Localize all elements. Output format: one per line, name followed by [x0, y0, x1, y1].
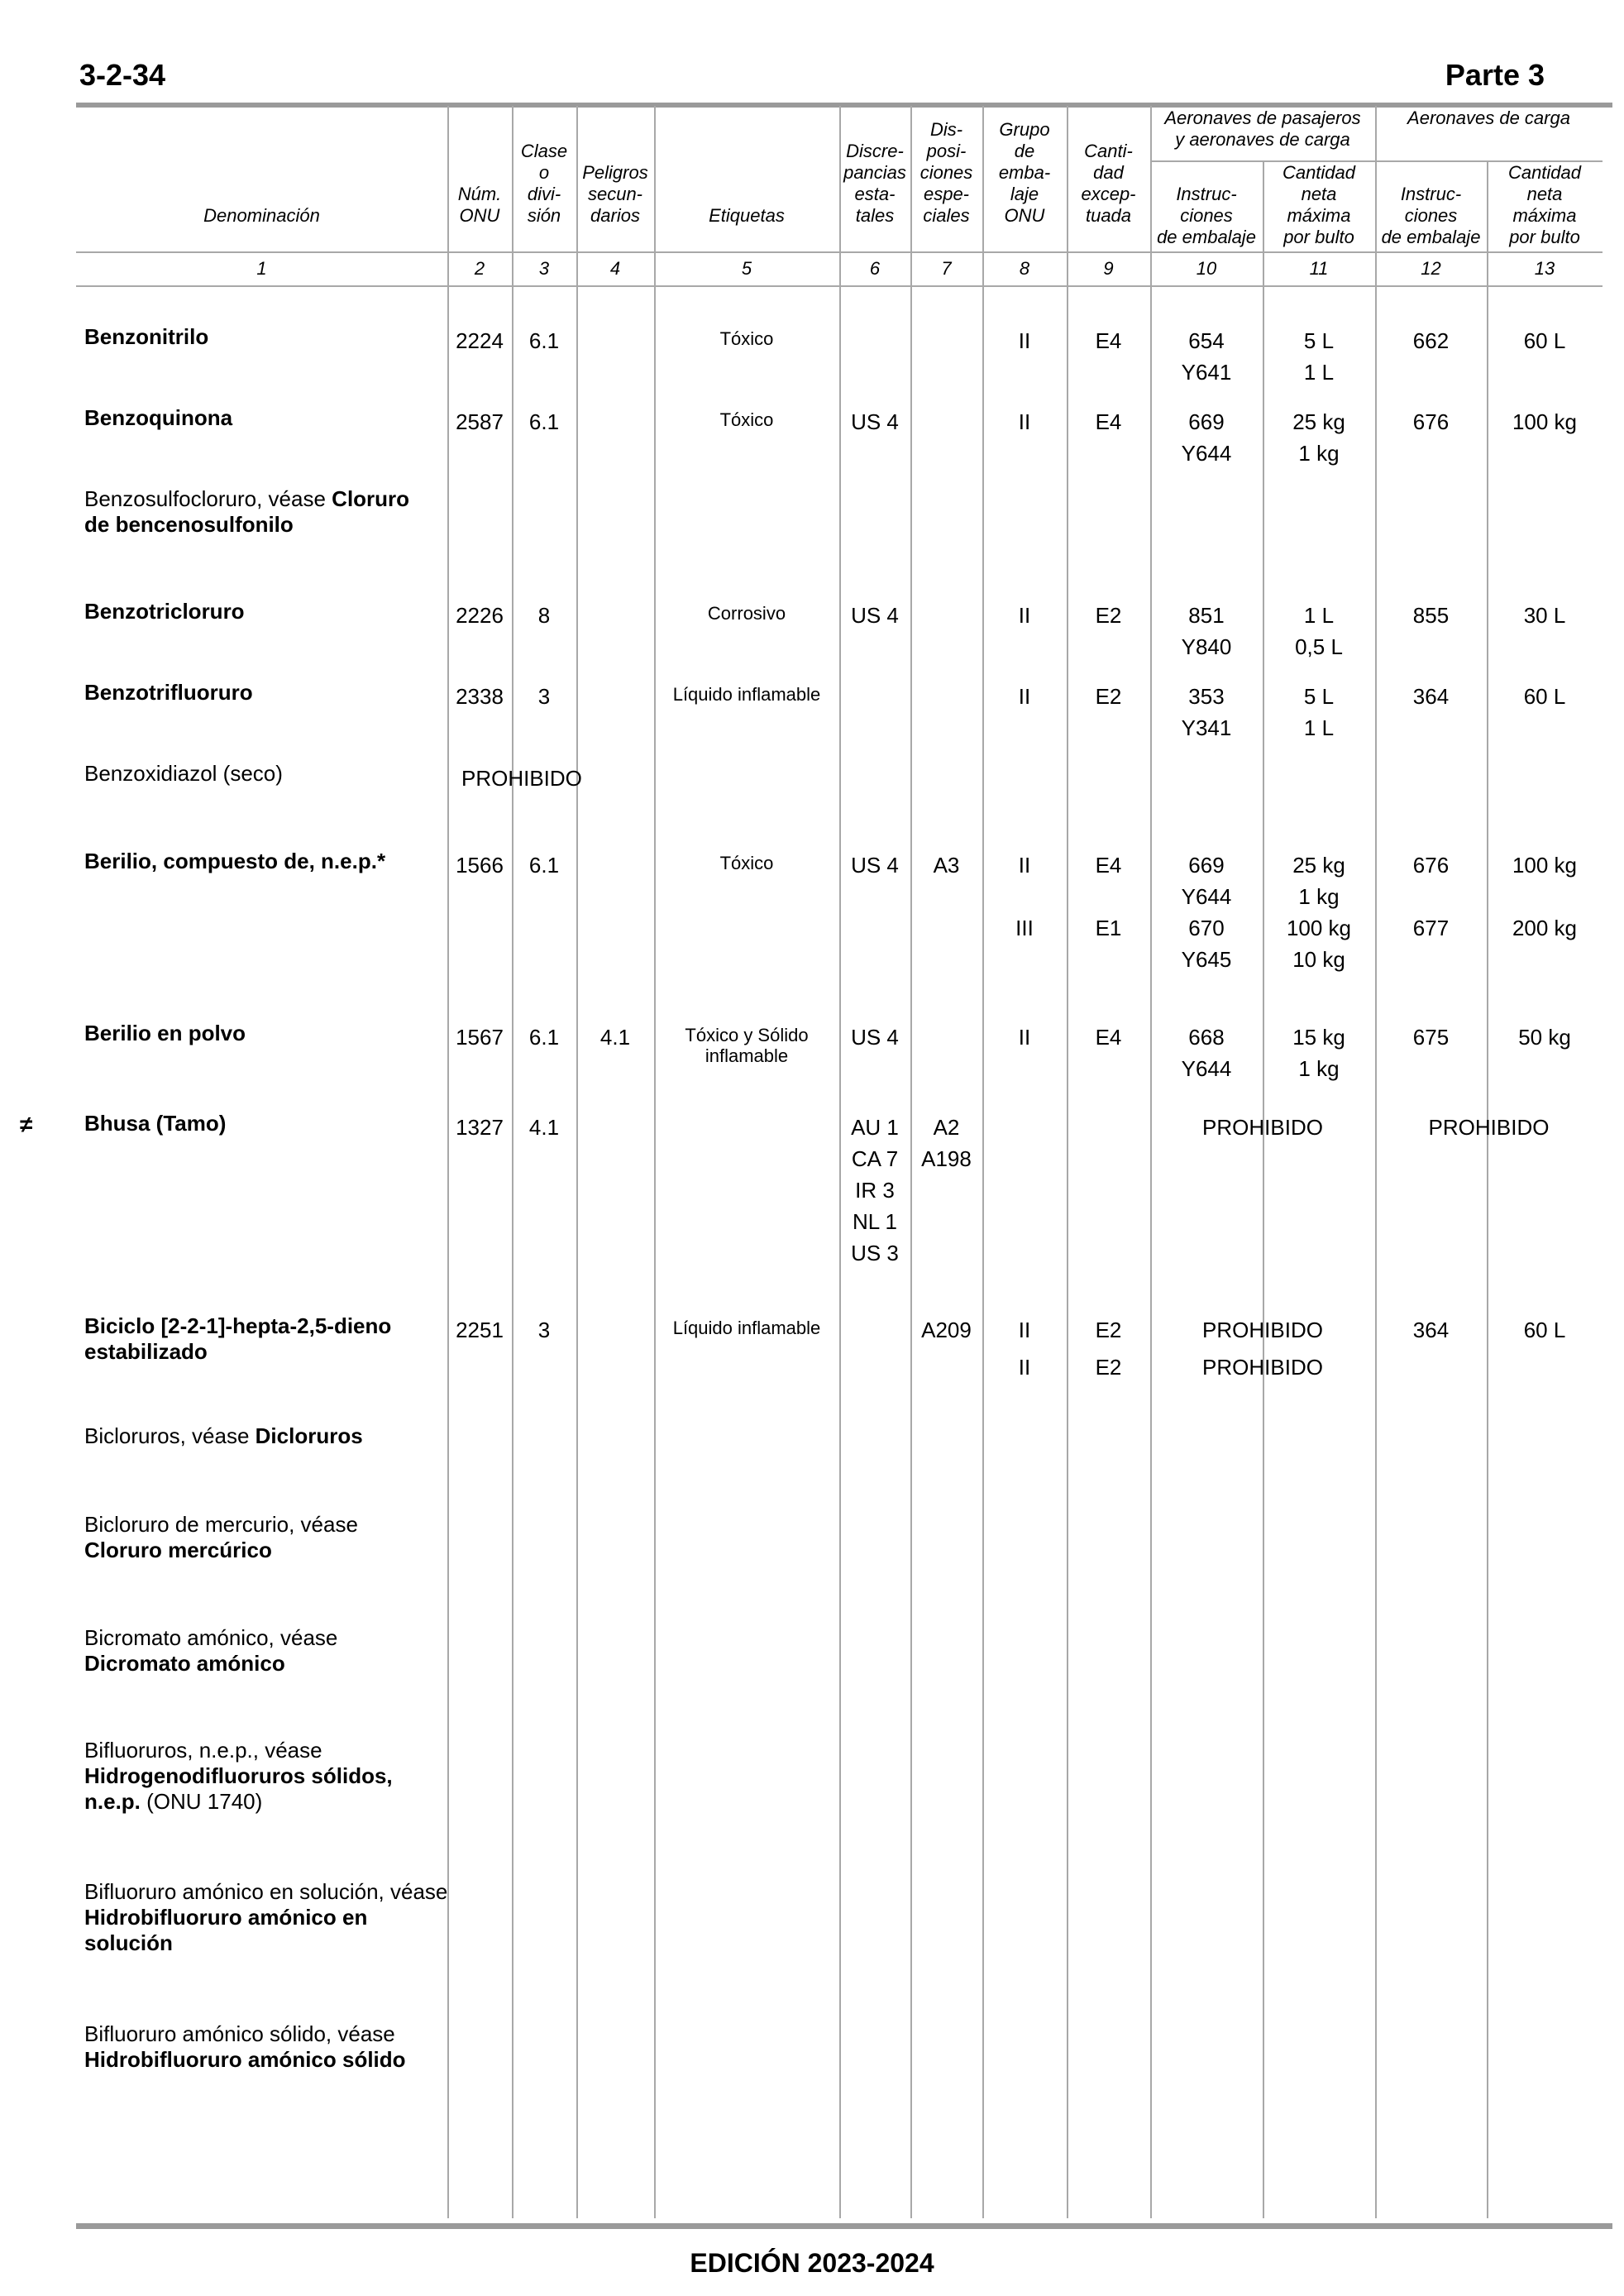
pax-quantity: 25 kg [1292, 853, 1345, 878]
col-header-name: Denominación [203, 205, 320, 226]
entry-name: Biciclo [2-2-1]-hepta-2,5-dieno estabilizado [84, 1313, 392, 1364]
pax-instruction-y: Y644 [1181, 1056, 1232, 1081]
class: 6.1 [528, 853, 560, 878]
entry-text: Bicloruro de mercurio, véase [84, 1512, 358, 1537]
excepted-qty: E4 [1095, 1025, 1122, 1050]
pax-instruction-y: Y644 [1181, 441, 1232, 466]
edition-footer: EDICIÓN 2023-2024 [690, 2248, 934, 2278]
packing-group: II [1018, 1025, 1031, 1050]
change-mark: ≠ [20, 1112, 33, 1137]
cargo-quantity: 100 kg [1512, 409, 1578, 434]
col-number: 6 [869, 258, 881, 279]
part-title: Parte 3 [1445, 58, 1545, 92]
page-number: 3-2-34 [79, 58, 166, 92]
excepted-qty: E2 [1095, 603, 1122, 628]
packing-group: II [1018, 1318, 1031, 1342]
col-number: 4 [609, 258, 621, 279]
cargo-quantity: 100 kg [1512, 853, 1578, 878]
pax-instruction: 669 [1188, 853, 1225, 878]
pax-quantity: 15 kg [1292, 1025, 1345, 1050]
col-header-cargo-qty: Cantidad neta máxima por bulto [1507, 162, 1582, 247]
cargo-quantity: 50 kg [1518, 1025, 1571, 1050]
entry-name: Benzotricloruro [84, 599, 245, 624]
col-header-cargo-instr: Instruc- ciones de embalaje [1381, 184, 1481, 247]
packing-group: II [1018, 1355, 1031, 1380]
class: 6.1 [528, 409, 560, 434]
excepted-qty: E4 [1095, 328, 1122, 353]
col-header-pax-qty: Cantidad neta máxima por bulto [1282, 162, 1356, 247]
col-number: 7 [941, 258, 952, 279]
col-number: 10 [1196, 258, 1217, 279]
pax-quantity-y: 1 L [1303, 360, 1335, 385]
col-number: 1 [256, 258, 267, 279]
col-number: 5 [741, 258, 752, 279]
col-header-special: Dis- posi- ciones espe- ciales [919, 119, 973, 226]
packing-group: III [1015, 916, 1034, 940]
pax-instruction-y: Y840 [1181, 634, 1232, 659]
un-number: 1567 [456, 1025, 504, 1050]
packing-group: II [1018, 853, 1031, 878]
pax-instruction: 654 [1188, 328, 1225, 353]
packing-group: II [1018, 409, 1031, 434]
pax-forbidden: PROHIBIDO [1202, 1115, 1323, 1140]
class: 4.1 [528, 1115, 560, 1140]
entry-name: Benzotrifluoruro [84, 680, 253, 705]
class: 3 [537, 1318, 551, 1342]
col-header-passenger: Aeronaves de pasajeros y aeronaves de carga [1164, 108, 1361, 150]
state-variation: IR 3 [855, 1178, 895, 1203]
state-variation: US 4 [851, 409, 899, 434]
entry-name: Benzonitrilo [84, 324, 209, 349]
cargo-instruction: 364 [1412, 684, 1450, 709]
entry-reference: Cloruro [332, 486, 410, 511]
pax-instruction: 668 [1188, 1025, 1225, 1050]
col-number: 12 [1421, 258, 1441, 279]
excepted-qty: E4 [1095, 409, 1122, 434]
pax-instruction-y: Y644 [1181, 884, 1232, 909]
cargo-instruction: 364 [1412, 1318, 1450, 1342]
excepted-qty: E2 [1095, 1355, 1122, 1380]
cargo-quantity: 60 L [1523, 684, 1566, 709]
col-header-variations: Discre- pancias esta- tales [843, 141, 906, 226]
pax-instruction-y: Y341 [1181, 715, 1232, 740]
excepted-qty: E1 [1095, 916, 1122, 940]
col-number: 9 [1103, 258, 1114, 279]
col-header-labels: Etiquetas [709, 205, 785, 226]
entry-text: Bicloruros, véase [84, 1423, 256, 1448]
state-variation: US 4 [851, 603, 899, 628]
class: 6.1 [528, 328, 560, 353]
pax-instruction: 669 [1188, 409, 1225, 434]
cargo-quantity: 60 L [1523, 328, 1566, 353]
state-variation: US 3 [851, 1241, 899, 1265]
hazard-label: Tóxico [719, 409, 774, 430]
excepted-qty: E2 [1095, 1318, 1122, 1342]
pax-instruction-y: Y645 [1181, 947, 1232, 972]
class: 8 [537, 603, 551, 628]
cargo-instruction: 662 [1412, 328, 1450, 353]
special-provision: A2 [933, 1115, 960, 1140]
un-number: 2587 [456, 409, 504, 434]
hazard-label: Tóxico y Sólido inflamable [685, 1025, 809, 1066]
hazard-label: Líquido inflamable [672, 684, 821, 705]
pax-quantity: 5 L [1303, 328, 1335, 353]
un-number: 2224 [456, 328, 504, 353]
un-number: 2251 [456, 1318, 504, 1342]
cargo-quantity: 60 L [1523, 1318, 1566, 1342]
entry-text: Benzosulfocloruro, véase [84, 486, 332, 511]
entry-reference: Cloruro mercúrico [84, 1538, 272, 1562]
entry-reference: Dicromato amónico [84, 1651, 285, 1676]
pax-quantity-y: 1 kg [1298, 884, 1340, 909]
entry-name: Berilio, compuesto de, n.e.p.* [84, 849, 386, 873]
un-number: 1327 [456, 1115, 504, 1140]
special-provision: A209 [921, 1318, 972, 1342]
pax-quantity: 1 L [1303, 603, 1335, 628]
col-number: 13 [1534, 258, 1555, 279]
col-number: 11 [1309, 258, 1329, 279]
class: 6.1 [528, 1025, 560, 1050]
state-variation: CA 7 [851, 1146, 899, 1171]
packing-group: II [1018, 603, 1031, 628]
un-number: 1566 [456, 853, 504, 878]
bottom-rule [76, 2223, 1612, 2229]
hazard-label: Corrosivo [707, 603, 786, 624]
state-variation: US 4 [851, 853, 899, 878]
pax-instruction-y: Y641 [1181, 360, 1232, 385]
col-header-pax-instr: Instruc- ciones de embalaje [1157, 184, 1256, 247]
entry-reference: Hidrogenodifluoruros sólidos, n.e.p. [84, 1763, 393, 1814]
class: 3 [537, 684, 551, 709]
excepted-qty: E2 [1095, 684, 1122, 709]
pax-forbidden: PROHIBIDO [1202, 1355, 1323, 1380]
hazard-label: Tóxico [719, 853, 774, 873]
col-header-class: Clase o divi- sión [520, 141, 568, 226]
col-header-subrisk: Peligros secun- darios [582, 162, 648, 226]
cargo-instruction: 676 [1412, 409, 1450, 434]
pax-quantity-y: 1 kg [1298, 1056, 1340, 1081]
forbidden-text: PROHIBIDO [461, 766, 582, 791]
col-number: 2 [474, 258, 485, 279]
special-provision: A198 [921, 1146, 972, 1171]
pax-quantity-y: 1 L [1303, 715, 1335, 740]
cargo-instruction: 676 [1412, 853, 1450, 878]
entry-text: Bifluoruro amónico sólido, véase [84, 2021, 395, 2046]
entry-name: Bhusa (Tamo) [84, 1111, 227, 1136]
hazard-label: Líquido inflamable [672, 1318, 821, 1338]
cargo-quantity: 30 L [1523, 603, 1566, 628]
pax-instruction: 670 [1188, 916, 1225, 940]
entry-text: Bicromato amónico, véase [84, 1625, 338, 1650]
entry-text: Bifluoruro amónico en solución, véase [84, 1879, 448, 1904]
cargo-instruction: 677 [1412, 916, 1450, 940]
state-variation: US 4 [851, 1025, 899, 1050]
col-header-excepted: Canti- dad excep- tuada [1081, 141, 1136, 226]
entry-reference: Hidrobifluoruro amónico sólido [84, 2047, 406, 2072]
entry-reference: de bencenosulfonilo [84, 512, 294, 537]
cargo-forbidden: PROHIBIDO [1428, 1115, 1550, 1140]
pax-quantity: 25 kg [1292, 409, 1345, 434]
col-header-un: Núm. ONU [457, 184, 502, 226]
packing-group: II [1018, 328, 1031, 353]
special-provision: A3 [933, 853, 960, 878]
hazard-label: Tóxico [719, 328, 774, 349]
pax-quantity: 5 L [1303, 684, 1335, 709]
entry-name: Berilio en polvo [84, 1021, 246, 1045]
pax-quantity-y: 1 kg [1298, 441, 1340, 466]
excepted-qty: E4 [1095, 853, 1122, 878]
col-header-cargo: Aeronaves de carga [1407, 108, 1570, 128]
pax-forbidden: PROHIBIDO [1202, 1318, 1323, 1342]
col-number: 8 [1019, 258, 1030, 279]
col-number: 3 [538, 258, 550, 279]
un-number: 2338 [456, 684, 504, 709]
entry-name: Benzoquinona [84, 405, 233, 430]
pax-instruction: 851 [1188, 603, 1225, 628]
state-variation: AU 1 [851, 1115, 899, 1140]
entry-reference: Dicloruros [255, 1423, 363, 1448]
entry-text: Bifluoruros, n.e.p., véase [84, 1738, 322, 1763]
cargo-instruction: 675 [1412, 1025, 1450, 1050]
un-number: 2226 [456, 603, 504, 628]
subsidiary-risk: 4.1 [599, 1025, 631, 1050]
pax-instruction: 353 [1188, 684, 1225, 709]
entry-reference: Hidrobifluoruro amónico en solución [84, 1905, 368, 1955]
entry-name: Benzoxidiazol (seco) [84, 761, 283, 786]
cargo-instruction: 855 [1412, 603, 1450, 628]
pax-quantity-y: 10 kg [1292, 947, 1345, 972]
pax-quantity: 100 kg [1286, 916, 1352, 940]
cargo-quantity: 200 kg [1512, 916, 1578, 940]
packing-group: II [1018, 684, 1031, 709]
col-header-packing-group: Grupo de emba- laje ONU [998, 119, 1051, 226]
entry-text: (ONU 1740) [140, 1789, 263, 1814]
state-variation: NL 1 [853, 1209, 897, 1234]
pax-quantity-y: 0,5 L [1295, 634, 1343, 659]
